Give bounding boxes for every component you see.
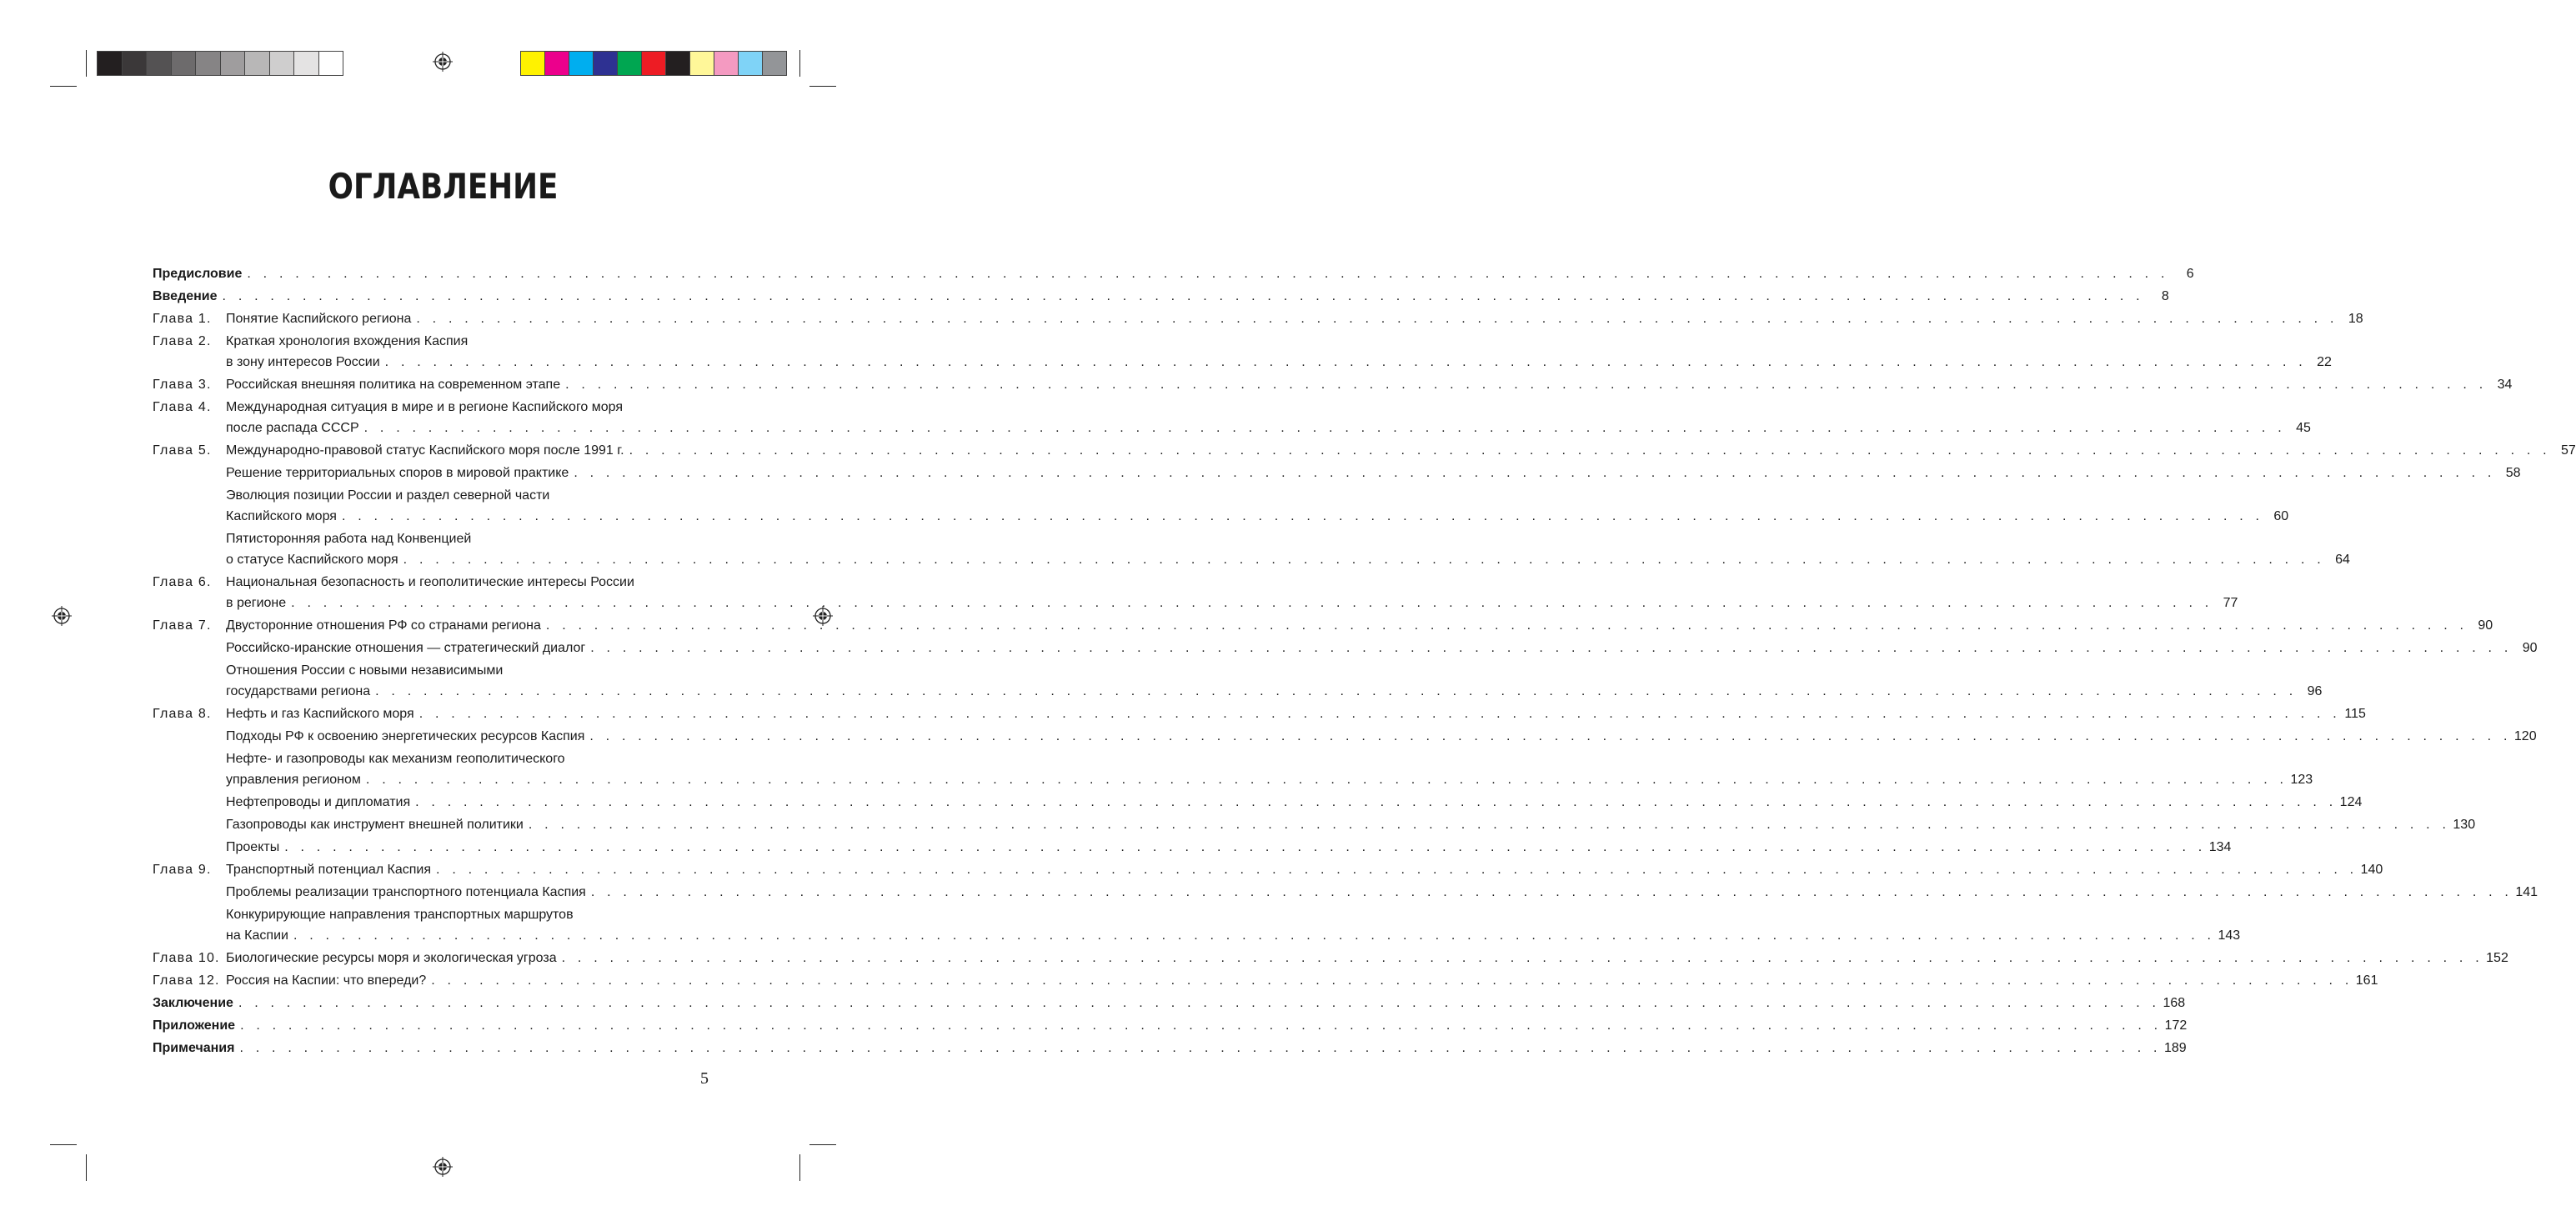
toc-page-number: 22 — [2317, 355, 2332, 369]
toc-page-number: 115 — [2344, 707, 2366, 721]
toc-page-number: 77 — [2223, 596, 2238, 610]
color-swatch — [98, 52, 123, 75]
toc-entry-title-line: Конкурирующие направления транспортных маршрутов — [226, 908, 574, 922]
toc-page-number: 90 — [2478, 618, 2493, 633]
toc-entry-title: о статусе Каспийского моря — [226, 553, 398, 567]
toc-entry[interactable] — [153, 528, 2350, 571]
toc-page-number: 168 — [2163, 996, 2186, 1010]
dot-leader: . . . . . . . . . . . . . . . . . . . . . . . . . . . . . . . . . . . . . . . . . . . . . . . . . . . . . . . . . . . . . . . . . . . . . . . . . . . . . . . . . . . . . . . . . . . . . . . . . . . . . . . . . . . . . . . . . . . . . . . . — [384, 355, 2307, 369]
color-swatch — [714, 52, 739, 75]
dot-leader: . . . . . . . . . . . . . . . . . . . . . . . . . . . . . . . . . . . . . . . . . . . . . . . . . . . . . . . . . . . . . . . . . . . . . . . . . . . . . . . . . . . . . . . . . . . . . . . . . . . . . . . . . . . . . . . . . . . . . . . . — [528, 818, 2451, 832]
dot-leader: . . . . . . . . . . . . . . . . . . . . . . . . . . . . . . . . . . . . . . . . . . . . . . . . . . . . . . . . . . . . . . . . . . . . . . . . . . . . . . . . . . . . . . . . . . . . . . . . . . . . . . . . . . . . . . . . . . . . . . . . — [589, 729, 2512, 743]
dot-leader: . . . . . . . . . . . . . . . . . . . . . . . . . . . . . . . . . . . . . . . . . . . . . . . . . . . . . . . . . . . . . . . . . . . . . . . . . . . . . . . . . . . . . . . . . . . . . . . . . . . . . . . . . . . . . . . . . . . . . . . . — [436, 863, 2358, 877]
toc-entry[interactable] — [153, 462, 2521, 484]
toc-chapter-label: Глава 3. — [153, 378, 212, 392]
toc-entry[interactable] — [153, 614, 2493, 637]
toc-entry[interactable] — [153, 484, 2289, 528]
toc-entry[interactable] — [153, 396, 2311, 439]
color-swatch — [739, 52, 763, 75]
toc-entry-title: Транспортный потенциал Каспия — [226, 863, 432, 877]
page-title: ОГЛАВЛЕНИЕ — [328, 166, 559, 207]
toc-entry-title: на Каспии — [226, 928, 288, 943]
toc-page-number: 124 — [2339, 795, 2363, 809]
toc-entry[interactable] — [153, 1014, 2188, 1037]
registration-mark-icon — [52, 606, 72, 626]
toc-entry[interactable] — [153, 881, 2538, 903]
toc-page-number: 6 — [2186, 267, 2194, 281]
toc-chapter-label: Глава 1. — [153, 312, 212, 326]
toc-entry[interactable] — [153, 969, 2378, 992]
dot-leader: . . . . . . . . . . . . . . . . . . . . . . . . . . . . . . . . . . . . . . . . . . . . . . . . . . . . . . . . . . . . . . . . . . . . . . . . . . . . . . . . . . . . . . . . . . . . . . . . . . . . . . . . . . . . . . . . . . . . . . . . — [561, 951, 2483, 965]
toc-chapter-label: Глава 5. — [153, 443, 212, 458]
toc-entry-title: Биологические ресурсы моря и экологическая угроза — [226, 951, 557, 965]
color-swatch — [690, 52, 714, 75]
toc-entry-title: Россия на Каспии: что впереди? — [226, 973, 427, 988]
dot-leader: . . . . . . . . . . . . . . . . . . . . . . . . . . . . . . . . . . . . . . . . . . . . . . . . . . . . . . . . . . . . . . . . . . . . . . . . . . . . . . . . . . . . . . . . . . . . . . . . . . . . . . . . . . . . . . . . . . . . . . . . — [403, 553, 2325, 567]
page-number: 5 — [700, 1069, 709, 1088]
registration-mark-icon — [433, 1157, 453, 1177]
toc-entry-title: Нефть и газ Каспийского моря — [226, 707, 414, 721]
dot-leader: . . . . . . . . . . . . . . . . . . . . . . . . . . . . . . . . . . . . . . . . . . . . . . . . . . . . . . . . . . . . . . . . . . . . . . . . . . . . . . . . . . . . . . . . . . . . . . . . . . . . . . . . . . . . . . . . . . . . . . . . — [590, 641, 2513, 655]
color-swatch — [294, 52, 319, 75]
dot-leader: . . . . . . . . . . . . . . . . . . . . . . . . . . . . . . . . . . . . . . . . . . . . . . . . . . . . . . . . . . . . . . . . . . . . . . . . . . . . . . . . . . . . . . . . . . . . . . . . . . . . . . . . . . . . . . . . . . . . . . . . — [574, 466, 2496, 480]
toc-entry[interactable] — [153, 947, 2508, 969]
color-swatch — [569, 52, 594, 75]
toc-entry[interactable] — [153, 791, 2363, 813]
toc-entry-title: Российская внешняя политика на современном этапе — [226, 378, 561, 392]
toc-chapter-label: Глава 2. — [153, 334, 212, 348]
toc-entry-title: государствами региона — [226, 684, 371, 698]
toc-page-number: 60 — [2273, 509, 2289, 523]
color-swatch — [763, 52, 786, 75]
toc-page-number: 120 — [2513, 729, 2537, 743]
toc-entry[interactable] — [153, 308, 2363, 330]
dot-leader: . . . . . . . . . . . . . . . . . . . . . . . . . . . . . . . . . . . . . . . . . . . . . . . . . . . . . . . . . . . . . . . . . . . . . . . . . . . . . . . . . . . . . . . . . . . . . . . . . . . . . . . . . . . . . . . . . . . . . . . . — [431, 973, 2353, 988]
dot-leader: . . . . . . . . . . . . . . . . . . . . . . . . . . . . . . . . . . . . . . . . . . . . . . . . . . . . . . . . . . . . . . . . . . . . . . . . . . . . . . . . . . . . . . . . . . . . . . . . . . . . . . . . . . . . . . . . . . . . . . . . — [291, 596, 2213, 610]
dot-leader: . . . . . . . . . . . . . . . . . . . . . . . . . . . . . . . . . . . . . . . . . . . . . . . . . . . . . . . . . . . . . . . . . . . . . . . . . . . . . . . . . . . . . . . . . . . . . . . . . . . . . . . . . . . . . . . . . . . . . . . . — [341, 509, 2264, 523]
crop-mark — [50, 1144, 77, 1145]
toc-page-number: 134 — [2208, 840, 2232, 854]
toc-entry[interactable] — [153, 373, 2513, 396]
crop-mark — [809, 86, 836, 87]
toc-entry[interactable] — [153, 1037, 2187, 1059]
toc-entry-title-line: Отношения России с новыми независимыми — [226, 663, 504, 678]
toc-page-number: 18 — [2348, 312, 2363, 326]
toc-entry-title: Подходы РФ к освоению энергетических ресурсов Каспия — [226, 729, 585, 743]
toc-section-title: Примечания — [153, 1041, 235, 1055]
color-swatch — [172, 52, 197, 75]
color-swatch — [245, 52, 270, 75]
toc-entry-title: Понятие Каспийского региона — [226, 312, 412, 326]
dot-leader: . . . . . . . . . . . . . . . . . . . . . . . . . . . . . . . . . . . . . . . . . . . . . . . . . . . . . . . . . . . . . . . . . . . . . . . . . . . . . . . . . . . . . . . . . . . . . . . . . . . . . . . . . . . . . . . . . . . . . . . . — [415, 795, 2338, 809]
crop-mark — [86, 1154, 87, 1181]
toc-entry[interactable] — [153, 330, 2332, 373]
toc-page-number: 8 — [2161, 289, 2169, 303]
crop-mark — [86, 50, 87, 77]
toc-entry-title-line: Пятисторонняя работа над Конвенцией — [226, 532, 472, 546]
dot-leader: . . . . . . . . . . . . . . . . . . . . . . . . . . . . . . . . . . . . . . . . . . . . . . . . . . . . . . . . . . . . . . . . . . . . . . . . . . . . . . . . . . . . . . . . . . . . . . . . . . . . . . . . . . . . . . . . . . . . . . . . — [222, 289, 2144, 303]
table-of-contents — [153, 263, 2576, 1059]
toc-chapter-label: Глава 7. — [153, 618, 212, 633]
dot-leader: . . . . . . . . . . . . . . . . . . . . . . . . . . . . . . . . . . . . . . . . . . . . . . . . . . . . . . . . . . . . . . . . . . . . . . . . . . . . . . . . . . . . . . . . . . . . . . . . . . . . . . . . . . . . . . . . . . . . . . . . — [247, 267, 2169, 281]
dot-leader: . . . . . . . . . . . . . . . . . . . . . . . . . . . . . . . . . . . . . . . . . . . . . . . . . . . . . . . . . . . . . . . . . . . . . . . . . . . . . . . . . . . . . . . . . . . . . . . . . . . . . . . . . . . . . . . . . . . . . . . . — [416, 312, 2338, 326]
toc-entry[interactable] — [153, 992, 2186, 1014]
toc-entry[interactable] — [153, 285, 2169, 308]
crop-mark — [809, 1144, 836, 1145]
color-swatch — [521, 52, 545, 75]
toc-entry-title: Проекты — [226, 840, 280, 854]
toc-page-number: 90 — [2522, 641, 2538, 655]
color-swatch — [594, 52, 618, 75]
toc-page-number: 130 — [2453, 818, 2476, 832]
toc-chapter-label: Глава 6. — [153, 575, 212, 589]
toc-entry-title: после распада СССР — [226, 421, 359, 435]
color-swatch — [221, 52, 246, 75]
toc-entry[interactable] — [153, 748, 2313, 791]
toc-chapter-label: Глава 9. — [153, 863, 212, 877]
toc-page-number: 58 — [2505, 466, 2521, 480]
toc-page-number: 161 — [2355, 973, 2378, 988]
dot-leader: . . . . . . . . . . . . . . . . . . . . . . . . . . . . . . . . . . . . . . . . . . . . . . . . . . . . . . . . . . . . . . . . . . . . . . . . . . . . . . . . . . . . . . . . . . . . . . . . . . . . . . . . . . . . . . . . . . . . . . . . — [565, 378, 2488, 392]
toc-page-number: 140 — [2360, 863, 2383, 877]
toc-entry[interactable] — [153, 659, 2323, 703]
registration-mark-icon — [433, 52, 453, 72]
toc-chapter-label: Глава 12. — [153, 973, 220, 988]
dot-leader: . . . . . . . . . . . . . . . . . . . . . . . . . . . . . . . . . . . . . . . . . . . . . . . . . . . . . . . . . . . . . . . . . . . . . . . . . . . . . . . . . . . . . . . . . . . . . . . . . . . . . . . . . . . . . . . . . . . . . . . . — [293, 928, 2216, 943]
dot-leader: . . . . . . . . . . . . . . . . . . . . . . . . . . . . . . . . . . . . . . . . . . . . . . . . . . . . . . . . . . . . . . . . . . . . . . . . . . . . . . . . . . . . . . . . . . . . . . . . . . . . . . . . . . . . . . . . . . . . . . . . — [238, 996, 2161, 1010]
toc-entry-title-line: Международная ситуация в мире и в регионе Каспийского моря — [226, 400, 624, 414]
toc-page-number: 45 — [2296, 421, 2311, 435]
toc-page-number: 57 — [2561, 443, 2576, 458]
dot-leader: . . . . . . . . . . . . . . . . . . . . . . . . . . . . . . . . . . . . . . . . . . . . . . . . . . . . . . . . . . . . . . . . . . . . . . . . . . . . . . . . . . . . . . . . . . . . . . . . . . . . . . . . . . . . . . . . . . . . . . . . — [240, 1018, 2163, 1033]
dot-leader: . . . . . . . . . . . . . . . . . . . . . . . . . . . . . . . . . . . . . . . . . . . . . . . . . . . . . . . . . . . . . . . . . . . . . . . . . . . . . . . . . . . . . . . . . . . . . . . . . . . . . . . . . . . . . . . . . . . . . . . . — [629, 443, 2551, 458]
toc-page-number: 152 — [2486, 951, 2508, 965]
dot-leader: . . . . . . . . . . . . . . . . . . . . . . . . . . . . . . . . . . . . . . . . . . . . . . . . . . . . . . . . . . . . . . . . . . . . . . . . . . . . . . . . . . . . . . . . . . . . . . . . . . . . . . . . . . . . . . . . . . . . . . . . — [239, 1041, 2162, 1055]
dot-leader: . . . . . . . . . . . . . . . . . . . . . . . . . . . . . . . . . . . . . . . . . . . . . . . . . . . . . . . . . . . . . . . . . . . . . . . . . . . . . . . . . . . . . . . . . . . . . . . . . . . . . . . . . . . . . . . . . . . . . . . . — [284, 840, 2207, 854]
crop-mark — [50, 86, 77, 87]
toc-section-title: Заключение — [153, 996, 233, 1010]
color-swatch — [270, 52, 295, 75]
dot-leader: . . . . . . . . . . . . . . . . . . . . . . . . . . . . . . . . . . . . . . . . . . . . . . . . . . . . . . . . . . . . . . . . . . . . . . . . . . . . . . . . . . . . . . . . . . . . . . . . . . . . . . . . . . . . . . . . . . . . . . . . — [365, 773, 2288, 787]
color-swatch — [147, 52, 172, 75]
toc-entry[interactable] — [153, 836, 2232, 858]
grayscale-calibration-bar — [97, 51, 343, 76]
toc-entry[interactable] — [153, 725, 2537, 748]
toc-page-number: 64 — [2335, 553, 2350, 567]
toc-entry[interactable] — [153, 571, 2238, 614]
toc-section-title: Введение — [153, 289, 218, 303]
toc-entry[interactable] — [153, 637, 2538, 659]
toc-page-number: 34 — [2497, 378, 2513, 392]
toc-entry[interactable] — [153, 858, 2383, 881]
dot-leader: . . . . . . . . . . . . . . . . . . . . . . . . . . . . . . . . . . . . . . . . . . . . . . . . . . . . . . . . . . . . . . . . . . . . . . . . . . . . . . . . . . . . . . . . . . . . . . . . . . . . . . . . . . . . . . . . . . . . . . . . — [375, 684, 2298, 698]
toc-page-number: 189 — [2164, 1041, 2187, 1055]
color-swatch — [319, 52, 343, 75]
toc-page-number: 143 — [2218, 928, 2241, 943]
toc-entry-title: Нефтепроводы и дипломатия — [226, 795, 411, 809]
color-swatch — [618, 52, 642, 75]
toc-entry-title: в зону интересов России — [226, 355, 380, 369]
toc-entry-title: Российско-иранские отношения — стратегический диалог — [226, 641, 586, 655]
dot-leader: . . . . . . . . . . . . . . . . . . . . . . . . . . . . . . . . . . . . . . . . . . . . . . . . . . . . . . . . . . . . . . . . . . . . . . . . . . . . . . . . . . . . . . . . . . . . . . . . . . . . . . . . . . . . . . . . . . . . . . . . — [363, 421, 2286, 435]
toc-entry-title: Международно-правовой статус Каспийского моря после 1991 г. — [226, 443, 624, 458]
toc-entry[interactable] — [153, 813, 2476, 836]
toc-entry-title-line: Нефте- и газопроводы как механизм геополитического — [226, 752, 565, 766]
toc-entry[interactable] — [153, 903, 2241, 947]
color-swatch — [642, 52, 666, 75]
crop-mark — [799, 50, 800, 77]
color-swatch — [545, 52, 569, 75]
toc-entry[interactable] — [153, 703, 2366, 725]
toc-page-number: 141 — [2515, 885, 2538, 899]
toc-entry-title: Решение территориальных споров в мировой практике — [226, 466, 569, 480]
toc-chapter-label: Глава 4. — [153, 400, 212, 414]
toc-entry[interactable] — [153, 439, 2576, 462]
dot-leader: . . . . . . . . . . . . . . . . . . . . . . . . . . . . . . . . . . . . . . . . . . . . . . . . . . . . . . . . . . . . . . . . . . . . . . . . . . . . . . . . . . . . . . . . . . . . . . . . . . . . . . . . . . . . . . . . . . . . . . . . — [590, 885, 2513, 899]
toc-page-number: 172 — [2164, 1018, 2188, 1033]
toc-entry-title: управления регионом — [226, 773, 361, 787]
toc-entry-title-line: Национальная безопасность и геополитические интересы России — [226, 575, 634, 589]
toc-page-number: 123 — [2290, 773, 2313, 787]
toc-entry[interactable] — [153, 263, 2194, 285]
color-swatch — [123, 52, 148, 75]
toc-entry-title: Двусторонние отношения РФ со странами региона — [226, 618, 541, 633]
toc-chapter-label: Глава 8. — [153, 707, 212, 721]
toc-chapter-label: Глава 10. — [153, 951, 220, 965]
toc-entry-title: Каспийского моря — [226, 509, 337, 523]
toc-entry-title-line: Эволюция позиции России и раздел северной части — [226, 488, 550, 503]
color-calibration-bar — [520, 51, 787, 76]
toc-entry-title: в регионе — [226, 596, 287, 610]
color-swatch — [666, 52, 690, 75]
dot-leader: . . . . . . . . . . . . . . . . . . . . . . . . . . . . . . . . . . . . . . . . . . . . . . . . . . . . . . . . . . . . . . . . . . . . . . . . . . . . . . . . . . . . . . . . . . . . . . . . . . . . . . . . . . . . . . . . . . . . . . . . — [545, 618, 2468, 633]
color-swatch — [196, 52, 221, 75]
toc-page-number: 96 — [2307, 684, 2323, 698]
toc-entry-title: Газопроводы как инструмент внешней политики — [226, 818, 524, 832]
toc-entry-title: Проблемы реализации транспортного потенциала Каспия — [226, 885, 586, 899]
crop-mark — [799, 1154, 800, 1181]
toc-section-title: Приложение — [153, 1018, 236, 1033]
dot-leader: . . . . . . . . . . . . . . . . . . . . . . . . . . . . . . . . . . . . . . . . . . . . . . . . . . . . . . . . . . . . . . . . . . . . . . . . . . . . . . . . . . . . . . . . . . . . . . . . . . . . . . . . . . . . . . . . . . . . . . . . — [418, 707, 2341, 721]
toc-section-title: Предисловие — [153, 267, 243, 281]
toc-entry-title-line: Краткая хронология вхождения Каспия — [226, 334, 469, 348]
